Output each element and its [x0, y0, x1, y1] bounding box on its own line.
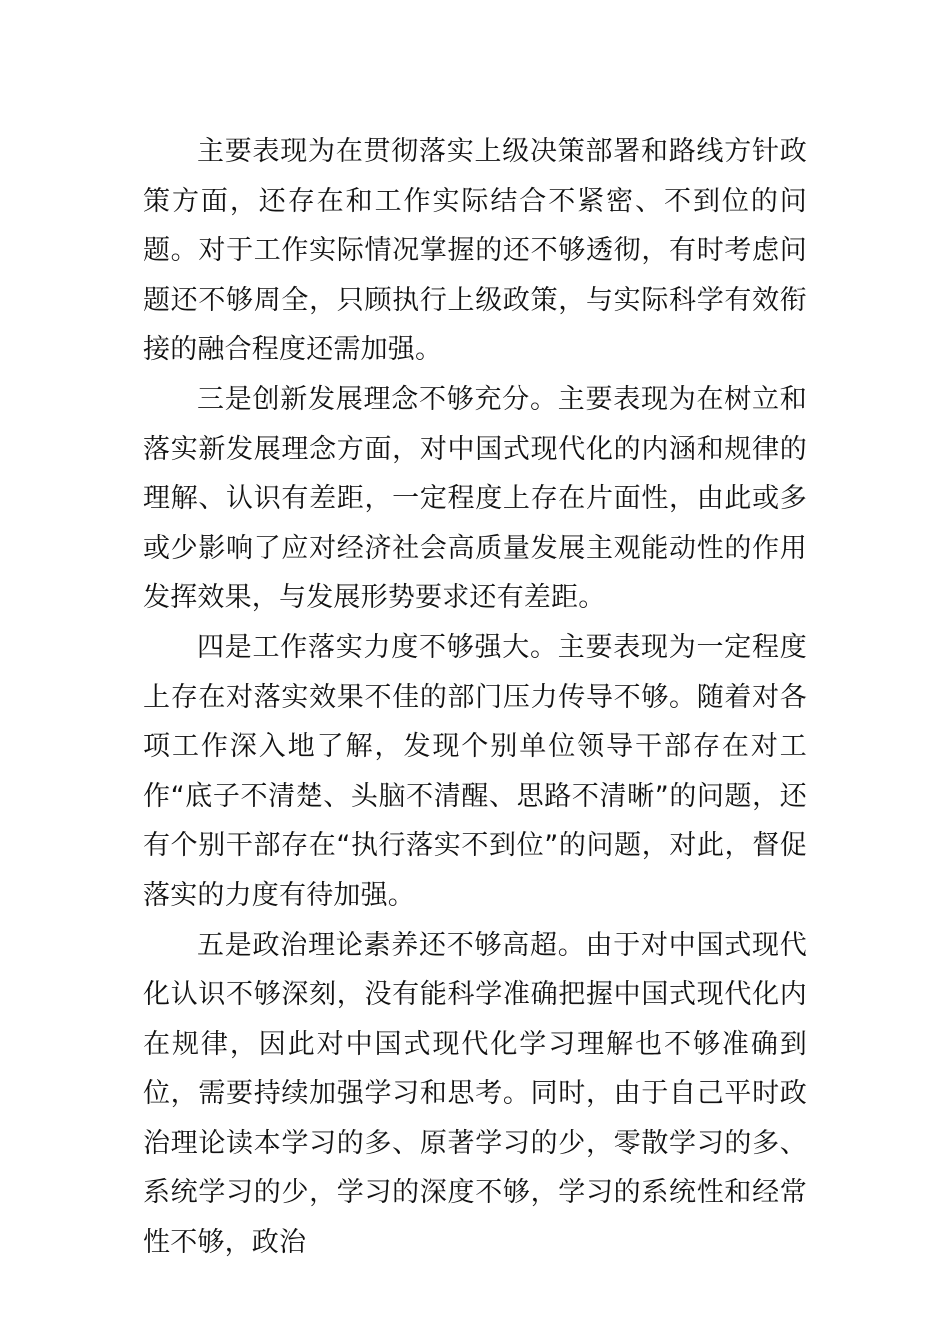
- text-line: 律，因此对中国式现代化学习理解也不够准确到位，需要: [143, 1028, 807, 1110]
- paragraph-continuation: [143, 127, 807, 375]
- text-line: 认识不够深刻，没有能科学准确把握中国式现代化内在规: [143, 979, 807, 1060]
- paragraph-three: [143, 375, 807, 623]
- text-line: 作深入地了解，发现个别单位领导干部存在对工作“底子不: [143, 731, 807, 812]
- text-line: 持续加强学习和思考。同时，由于自己平时政治理论读本: [143, 1078, 807, 1159]
- text-line: 影响了应对经济社会高质量发展主观能动性的作用发挥效: [143, 532, 807, 614]
- text-line: 四是工作落实力度不够强大。主要表现为一定程度上: [143, 631, 807, 713]
- text-line: 解、认识有差距，一定程度上存在片面性，由此或多或少: [143, 483, 807, 564]
- text-line: 在“执行落实不到位”的问题，对此，督促落实的力度有待加: [143, 830, 808, 911]
- text-line: 主要表现为在贯彻落实上级决策部署和路线方针政策: [143, 136, 807, 217]
- text-line: 学习的多、原著学习的少，零散学习的多、系统学习的: [143, 1127, 807, 1209]
- paragraph-four: [143, 623, 807, 921]
- text-line: 实新发展理念方面，对中国式现代化的内涵和规律的理: [143, 433, 807, 515]
- text-line: 果，与发展形势要求还有差距。: [224, 582, 606, 614]
- text-line: 周全，只顾执行上级政策，与实际科学有效衔接的融合程: [143, 284, 807, 366]
- paragraph-five: [143, 921, 807, 1268]
- text-line: 少，学习的深度不够，学习的系统性和经常性不够，政治: [143, 1177, 807, 1259]
- text-line: 强。: [360, 879, 416, 911]
- text-line: 度还需加强。: [279, 334, 443, 366]
- text-line: 清楚、头脑不清醒、思路不清晰”的问题，还有个别干部存: [143, 780, 807, 862]
- document-body: [143, 127, 807, 1268]
- text-line: 方面，还存在和工作实际结合不紧密、不到位的问题。对: [143, 185, 807, 267]
- text-line: 五是政治理论素养还不够高超。由于对中国式现代化: [143, 929, 807, 1011]
- text-line: 三是创新发展理念不够充分。主要表现为在树立和落: [143, 383, 807, 465]
- text-line: 存在对落实效果不佳的部门压力传导不够。随着对各项工: [143, 681, 807, 763]
- text-line: 于工作实际情况掌握的还不够透彻，有时考虑问题还不够: [143, 235, 807, 316]
